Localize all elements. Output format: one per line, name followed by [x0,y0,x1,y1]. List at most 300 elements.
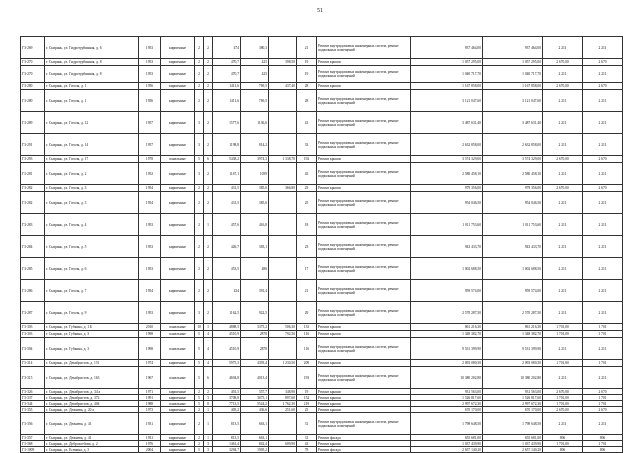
roof-area-cell: 1 230,50 [269,360,297,367]
work-type-cell: Ремонт внутридомовых инженерных систем, ремонт подвальных помещений [317,134,411,156]
entrances-cell: 4 [204,360,213,367]
floors-cell: 3 [195,163,204,185]
total-area-cell: 813,5 [213,413,241,435]
unit-price-cell: 2 211 [543,367,583,389]
residents-cell: 23 [297,236,317,258]
entrances-cell: 4 [204,338,213,360]
page-number: 51 [317,8,323,14]
max-price-cell: 2 211 [583,413,623,435]
floors-cell: 2 [195,407,204,413]
house-id-cell: Г3-293 [21,156,45,163]
address-cell: г. Сызрань, ул. Дежнева, д. 41 [45,435,139,441]
residents-cell: 193 [297,367,317,389]
cost-cell: 1 011 753,60 [411,214,483,236]
house-id-cell: Г3-1009 [21,447,45,453]
floors-cell: 2 [195,214,204,236]
unit-price-cell: 2 211 [543,302,583,324]
entrances-cell: 2 [204,302,213,324]
table-row [21,280,623,302]
unit-price-cell: 1 701,00 [543,331,583,338]
entrances-cell: 2 [204,280,213,302]
residents-cell: 116 [297,331,317,338]
total-area-cell: 434 [213,280,241,302]
roof-area-cell: 437,40 [269,83,297,90]
cost-total-cell: 670 170,00 [483,407,543,413]
wall-material-cell: кирпичные [161,83,195,90]
entrances-cell: 1 [204,214,213,236]
residents-cell: 28 [297,90,317,112]
living-area-cell: 842,4 [241,441,269,447]
residents-cell: 25 [297,192,317,214]
work-type-cell: Ремонт внутридомовых инженерных систем, ремонт подвальных помещений [317,258,411,280]
cost-cell: 2 580 458,10 [411,163,483,185]
living-area-cell: 2878 [241,331,269,338]
cost-cell: 670 170,00 [411,407,483,413]
total-area-cell: 1411,6 [213,90,241,112]
cost-cell: 954 046,50 [411,192,483,214]
floors-cell: 5 [195,338,204,360]
total-area-cell: 453,5 [213,258,241,280]
table-row [21,236,623,258]
year-cell: 1957 [139,112,161,134]
address-cell: г. Сызрань, ул. Гоголя, д. 1 [45,83,139,90]
entrances-cell: 2 [204,112,213,134]
house-id-cell: Г3-356 [21,413,45,435]
residents-cell: 219 [297,401,317,407]
residents-cell: 18 [297,214,317,236]
cost-cell: 1 167 858,00 [411,83,483,90]
floors-cell: 2 [195,90,204,112]
year-cell: 1956 [139,90,161,112]
cost-total-cell: 1 798 648,50 [483,413,543,435]
work-type-cell: Ремонт внутридомовых инженерных систем, ремонт подвальных помещений [317,302,411,324]
cost-total-cell: 979 356,00 [483,185,543,192]
cost-total-cell: 655 681,00 [483,435,543,441]
house-id-cell: Г3-368 [21,441,45,447]
year-cell: 1967 [139,367,161,389]
total-area-cell: 401,5 [213,389,241,395]
unit-price-cell: 1 701,00 [543,395,583,401]
living-area-cell: 385,6 [241,192,269,214]
living-area-cell: 380,3 [241,37,269,59]
residents-cell: 33 [297,134,317,156]
residents-cell: 29 [297,302,317,324]
table-row [21,302,623,324]
year-cell: 1991 [139,395,161,401]
floors-cell: 2 [195,441,204,447]
living-area-cell: 3075,1 [241,395,269,401]
cost-cell: 1 798 648,50 [411,413,483,435]
unit-price-cell: 1 701,00 [543,360,583,367]
wall-material-cell: кирпичные [161,258,195,280]
house-id-cell: Г3-284 [21,236,45,258]
wall-material-cell: панельные [161,338,195,360]
roof-area-cell [269,37,297,59]
roof-area-cell [269,134,297,156]
total-area-cell: 470,7 [213,59,241,66]
year-cell: 1956 [139,83,161,90]
max-price-cell: 2 211 [583,192,623,214]
repair-program-table [20,36,623,453]
living-area-cell: 1905,2 [241,447,269,453]
address-cell: г. Сызрань, ул. Гоголя, д. 7 [45,280,139,302]
max-price-cell: 2 670 [583,156,623,163]
cost-cell: 1 526 817,60 [411,395,483,401]
address-cell: г. Сызрань, ул. Гидротурбинная, д. 8 [45,59,139,66]
table-row [21,360,623,367]
unit-price-cell: 2 670,00 [543,156,583,163]
roof-area-cell: 251,60 [269,407,297,413]
house-id-cell: Г3-281 [21,163,45,185]
entrances-cell: 1 [204,413,213,435]
address-cell: г. Сызрань, ул. Гоголя, д. 5 [45,236,139,258]
total-area-cell: 1198,8 [213,134,241,156]
living-area-cell: 436,6 [241,407,269,413]
residents-cell: 41 [297,112,317,134]
cost-total-cell: 1 002 688,50 [483,258,543,280]
table-row [21,83,623,90]
living-area-cell: 1059 [241,163,269,185]
residents-cell: 116 [297,338,317,360]
address-cell: г. Сызрань, ул. Губкина, д. 3 [45,338,139,360]
cost-cell: 2 632 858,00 [411,134,483,156]
work-type-cell: Ремонт крыши [317,185,411,192]
entrances-cell: 3 [204,447,213,453]
cost-total-cell: 2 997 672,30 [483,401,543,407]
max-price-cell: 806 [583,447,623,453]
cost-total-cell: 943 433,70 [483,236,543,258]
roof-area-cell [269,280,297,302]
max-price-cell: 2 211 [583,134,623,156]
total-area-cell: 4510,9 [213,331,241,338]
max-price-cell: 2 670 [583,59,623,66]
wall-material-cell: кирпичные [161,236,195,258]
work-type-cell: Ремонт внутридомовых инженерных систем, ремонт подвальных помещений [317,413,411,435]
address-cell: г. Сызрань, ул. Декабристов, д. 163 [45,367,139,389]
address-cell: г. Сызрань, ул. Гидротурбинная, д. 6 [45,37,139,59]
roof-area-cell [269,258,297,280]
work-type-cell: Ремонт внутридомовых инженерных систем, ремонт подвальных помещений [317,192,411,214]
residents-cell: 31 [297,435,317,441]
house-id-cell: Г3-280 [21,90,45,112]
work-type-cell: Ремонт крыши [317,401,411,407]
total-area-cell: 1162,5 [213,302,241,324]
work-type-cell: Ремонт внутридомовых инженерных систем, ремонт подвальных помещений [317,214,411,236]
unit-price-cell: 2 670,00 [543,83,583,90]
wall-material-cell: панельные [161,156,195,163]
roof-area-cell: 792,50 [269,331,297,338]
living-area-cell: 5524,2 [241,401,269,407]
max-price-cell: 806 [583,435,623,441]
cost-cell: 943 433,70 [411,236,483,258]
residents-cell: 78 [297,447,317,453]
living-area-cell: 385,6 [241,185,269,192]
address-cell: г. Сызрань, ул. Декабристов, д. 372 [45,395,139,401]
house-id-cell: Г3-355 [21,407,45,413]
wall-material-cell: кирпичные [161,90,195,112]
residents-cell: 28 [297,83,317,90]
living-area-cell: 4013,4 [241,367,269,389]
floors-cell: 5 [195,360,204,367]
cost-total-cell: 937 464,00 [483,37,543,59]
address-cell: г. Сызрань, ул. Декабристов, д. 34 а [45,389,139,395]
cost-total-cell: 1 057 295,00 [483,59,543,66]
living-area-cell: 922,5 [241,302,269,324]
roof-area-cell: 366,80 [269,185,297,192]
unit-price-cell: 2 211 [543,192,583,214]
cost-total-cell: 3 574 329,00 [483,156,543,163]
max-price-cell: 2 211 [583,214,623,236]
work-type-cell: Ремонт внутридомовых инженерных систем, ремонт подвальных помещений [317,90,411,112]
max-price-cell: 1 701 [583,360,623,367]
total-area-cell: 5438,2 [213,156,241,163]
wall-material-cell: кирпичные [161,302,195,324]
house-id-cell: Г3-282 [21,185,45,192]
cost-cell: 2 657 140,20 [411,447,483,453]
unit-price-cell: 2 211 [543,413,583,435]
wall-material-cell: кирпичные [161,37,195,59]
unit-price-cell: 2 211 [543,280,583,302]
roof-area-cell: 348,90 [269,389,297,395]
residents-cell: 209 [297,360,317,367]
living-area-cell: 383,1 [241,236,269,258]
wall-material-cell: кирпичные [161,59,195,66]
cost-cell: 979 356,00 [411,185,483,192]
entrances-cell: 6 [204,367,213,389]
wall-material-cell: панельные [161,401,195,407]
address-cell: г. Сызрань, ул. Дежнева, д. 20 а [45,407,139,413]
wall-material-cell: кирпичные [161,192,195,214]
address-cell: г. Сызрань, ул. Гидротурбинная, д. 8 [45,66,139,83]
year-cell: 1931 [139,413,161,435]
table-row [21,59,623,66]
floors-cell: 5 [195,447,204,453]
address-cell: г. Сызрань, ул. Декабристов, д. 151 [45,360,139,367]
cost-total-cell: 9 531 399,90 [483,338,543,360]
house-id-cell: Г3-286 [21,280,45,302]
residents-cell: 19 [297,59,317,66]
max-price-cell: 1 701 [583,324,623,331]
year-cell: 1998 [139,338,161,360]
house-id-cell: Г3-304 [21,338,45,360]
wall-material-cell: кирпичные [161,435,195,441]
living-area-cell: 357,7 [241,389,269,395]
cost-total-cell: 3 121 047,60 [483,90,543,112]
max-price-cell: 2 211 [583,258,623,280]
address-cell: г. Сызрань, ул. Гоголя, д. 2 [45,163,139,185]
roof-area-cell: 506,30 [269,324,297,331]
total-area-cell: 1577,6 [213,112,241,134]
address-cell: г. Сызрань, ул. Дежнева, д. 41 [45,413,139,435]
living-area-cell: 425 [241,59,269,66]
house-id-cell: Г3-285 [21,258,45,280]
cost-total-cell: 2 570 287,50 [483,302,543,324]
cost-total-cell: 2 093 080,50 [483,360,543,367]
cost-total-cell: 3 487 631,40 [483,112,543,134]
living-area-cell: 663,1 [241,435,269,441]
unit-price-cell: 2 211 [543,338,583,360]
table-row [21,214,623,236]
unit-price-cell: 2 670,00 [543,407,583,413]
house-id-cell: Г3-291 [21,134,45,156]
table-row [21,163,623,185]
work-type-cell: Ремонт крыши [317,59,411,66]
floors-cell: 5 [195,401,204,407]
address-cell: г. Сызрань, ул. Гоголя, д. 17 [45,156,139,163]
year-cell: 2004 [139,447,161,453]
house-id-cell: Г3-344 [21,401,45,407]
address-cell: г. Сызрань, ул. Гоголя, д. 14 [45,134,139,156]
cost-total-cell: 2 632 858,00 [483,134,543,156]
cost-cell: 1 040 717,70 [411,66,483,83]
entrances-cell: 2 [204,163,213,185]
floors-cell: 3 [195,302,204,324]
work-type-cell: Ремонт внутридомовых инженерных систем, ремонт подвальных помещений [317,338,411,360]
entrances-cell: 2 [204,192,213,214]
roof-area-cell [269,302,297,324]
address-cell: г. Сызрань, ул. Гоголя, д. 3 [45,192,139,214]
work-type-cell: Ремонт внутридомовых инженерных систем, ремонт подвальных помещений [317,236,411,258]
max-price-cell: 2 670 [583,407,623,413]
cost-cell: 2 570 287,50 [411,302,483,324]
total-area-cell: 5975,3 [213,360,241,367]
house-id-cell: Г3-314 [21,360,45,367]
residents-cell: 25 [297,407,317,413]
year-cell: 1953 [139,59,161,66]
cost-cell: 1 037 439,90 [411,441,483,447]
living-area-cell: 3375,2 [241,324,269,331]
unit-price-cell: 1 701,00 [543,441,583,447]
roof-area-cell [269,367,297,389]
unit-price-cell: 2 211 [543,90,583,112]
floors-cell: 2 [195,389,204,395]
work-type-cell: Ремонт внутридомовых инженерных систем, ремонт подвальных помещений [317,37,411,59]
cost-total-cell: 861 216,30 [483,324,543,331]
max-price-cell: 2 211 [583,302,623,324]
floors-cell: 2 [195,236,204,258]
roof-area-cell [269,90,297,112]
table-row [21,338,623,360]
house-id-cell: Г3-337 [21,395,45,401]
total-area-cell: 405,2 [213,407,241,413]
roof-area-cell [269,236,297,258]
year-cell: 1974 [139,360,161,367]
house-id-cell: Г3-315 [21,367,45,389]
max-price-cell: 1 701 [583,331,623,338]
living-area-cell: 1136,6 [241,112,269,134]
wall-material-cell: кирпичные [161,185,195,192]
address-cell: г. Сызрань, ул. Гоголя, д. 1 [45,90,139,112]
entrances-cell: 2 [204,37,213,59]
table-row [21,258,623,280]
table-row [21,37,623,59]
cost-total-cell: 2 580 458,10 [483,163,543,185]
floors-cell: 10 [195,324,204,331]
unit-price-cell: 2 211 [543,163,583,185]
table-row [21,324,623,331]
roof-area-cell [269,413,297,435]
house-id-cell: Г3-326 [21,389,45,395]
house-id-cell: Г3-357 [21,435,45,441]
table-row [21,331,623,338]
work-type-cell: Ремонт крыши [317,360,411,367]
residents-cell: 133 [297,324,317,331]
year-cell: 2010 [139,324,161,331]
unit-price-cell: 2 211 [543,112,583,134]
cost-cell: 1 057 295,00 [411,59,483,66]
residents-cell: 31 [297,413,317,435]
work-type-cell: Ремонт фасада [317,447,411,453]
work-type-cell: Ремонт крыши [317,83,411,90]
year-cell: 1978 [139,156,161,163]
unit-price-cell: 2 211 [543,134,583,156]
cost-cell: 3 487 631,40 [411,112,483,134]
entrances-cell: 1 [204,435,213,441]
entrances-cell: 2 [204,185,213,192]
table-row [21,367,623,389]
cost-total-cell: 1 011 753,60 [483,214,543,236]
year-cell: 1998 [139,331,161,338]
max-price-cell: 2 670 [583,185,623,192]
unit-price-cell: 2 211 [543,37,583,59]
year-cell: 1953 [139,236,161,258]
total-area-cell: 431,5 [213,192,241,214]
work-type-cell: Ремонт внутридомовых инженерных систем, ремонт подвальных помещений [317,163,411,185]
entrances-cell: 1 [204,324,213,331]
cost-cell: 1 002 688,50 [411,258,483,280]
table-row [21,413,623,435]
max-price-cell: 2 211 [583,66,623,83]
entrances-cell: 2 [204,59,213,66]
floors-cell: 5 [195,367,204,389]
cost-total-cell: 2 657 140,20 [483,447,543,453]
cost-cell: 9 531 399,90 [411,338,483,360]
floors-cell: 2 [195,59,204,66]
address-cell: г. Сызрань, ул. Гоголя, д. 3 [45,185,139,192]
floors-cell: 2 [195,185,204,192]
roof-area-cell: 398,50 [269,59,297,66]
max-price-cell: 2 670 [583,389,623,395]
residents-cell: 152 [297,395,317,401]
max-price-cell: 2 211 [583,112,623,134]
entrances-cell: 2 [204,134,213,156]
total-area-cell: 4694,8 [213,367,241,389]
year-cell: 1971 [139,389,161,395]
house-id-cell: Г3-283 [21,214,45,236]
living-area-cell: 425 [241,66,269,83]
table-row [21,185,623,192]
address-cell: г. Сызрань, ул. Доброхотбова, д. 2 [45,441,139,447]
work-type-cell: Ремонт крыши [317,389,411,395]
total-area-cell: 1411,6 [213,83,241,90]
work-type-cell: Ремонт крыши [317,324,411,331]
work-type-cell: Ремонт крыши [317,407,411,413]
entrances-cell: 2 [204,83,213,90]
max-price-cell: 1 701 [583,395,623,401]
address-cell: г. Сызрань, ул. Есенина, д. 3 [45,447,139,453]
floors-cell: 3 [195,134,204,156]
year-cell: 1953 [139,258,161,280]
unit-price-cell: 1 701,00 [543,324,583,331]
wall-material-cell: кирпичные [161,407,195,413]
address-cell: г. Сызрань, ул. Гоголя, д. 9 [45,302,139,324]
living-area-cell: 416,8 [241,214,269,236]
living-area-cell: 663,1 [241,413,269,435]
table-row [21,66,623,83]
house-id-cell: Г3-269 [21,37,45,59]
total-area-cell: 1167,1 [213,163,241,185]
cost-total-cell: 954 046,50 [483,192,543,214]
